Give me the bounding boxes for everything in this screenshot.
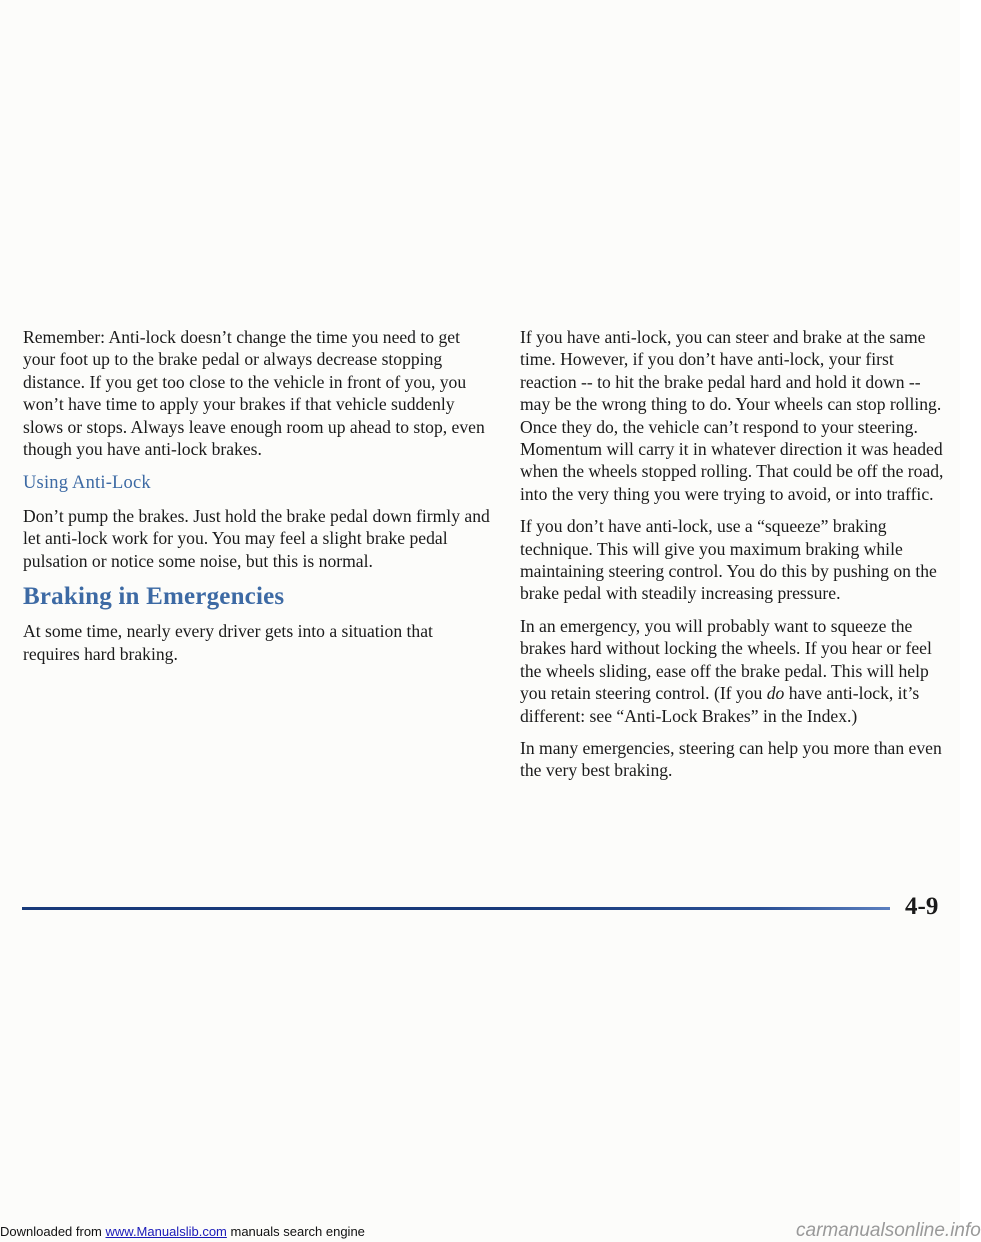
manualslib-link[interactable]: www.Manualslib.com bbox=[105, 1224, 227, 1239]
emphasis-do: do bbox=[766, 683, 785, 704]
remember-paragraph: Remember: Anti-lock doesn’t change the time you need to get your foot up to the brake pedal or always decrease stopping distance. If you get too close to the vehicle in front of you, you won’t have time to apply your brakes if that vehicle suddenly slows or stops. Always leave enough room up ahead to stop, even though you have anti-lock brakes. bbox=[23, 327, 485, 460]
using-anti-lock-heading: Using Anti-Lock bbox=[23, 473, 151, 494]
right-column bbox=[520, 326, 945, 792]
squeeze-braking-paragraph: If you don’t have anti-lock, use a “squeeze” braking technique. This will give you maximum braking while maintaining steering control. You do this by pushing on the brake pedal with steadily increasing pressure. bbox=[520, 516, 937, 604]
emergency-paragraph bbox=[520, 615, 945, 727]
footer-prefix: Downloaded from bbox=[0, 1224, 106, 1239]
hard-braking-paragraph: At some time, nearly every driver gets into a situation that requires hard braking. bbox=[23, 621, 433, 664]
steering-help-paragraph: In many emergencies, steering can help you more than even the very best braking. bbox=[520, 737, 942, 781]
footer-rule bbox=[22, 907, 890, 910]
emergency-text-start: In an emergency, you will probably want to squeeze the brakes hard without locking the wheels. If you hear or feel the wheels sliding, ease off the brake pedal. This will help you retain steering control. (If you bbox=[520, 615, 932, 704]
page-number: 4-9 bbox=[905, 893, 939, 920]
steer-and-brake-paragraph: If you have anti-lock, you can steer and brake at the same time. However, if you don’t have anti-lock, your first reaction -- to hit the brake pedal hard and hold it down -- may be the wrong thing to do. Your wheels can stop rolling. Once they do, the vehicle can’t respond to your steering. Momentum will carry it in whatever direction it was headed when the wheels stopped rolling. That could be off the road, into the very thing you were trying to avoid, or into traffic. bbox=[520, 327, 944, 504]
footer-suffix: manuals search engine bbox=[226, 1224, 365, 1239]
dont-pump-paragraph: Don’t pump the brakes. Just hold the brake pedal down firmly and let anti-lock work for you. You may feel a slight brake pedal pulsation or notice some noise, but this is normal. bbox=[23, 505, 490, 571]
emergency-text-end: have anti-lock, it’s different: see “Anti-Lock Brakes” in the Index.) bbox=[520, 683, 920, 726]
left-column bbox=[23, 326, 493, 677]
watermark-logo: carmanualsonline.info bbox=[796, 1220, 981, 1241]
download-footer bbox=[0, 1224, 365, 1239]
braking-in-emergencies-heading: Braking in Emergencies bbox=[23, 583, 285, 611]
